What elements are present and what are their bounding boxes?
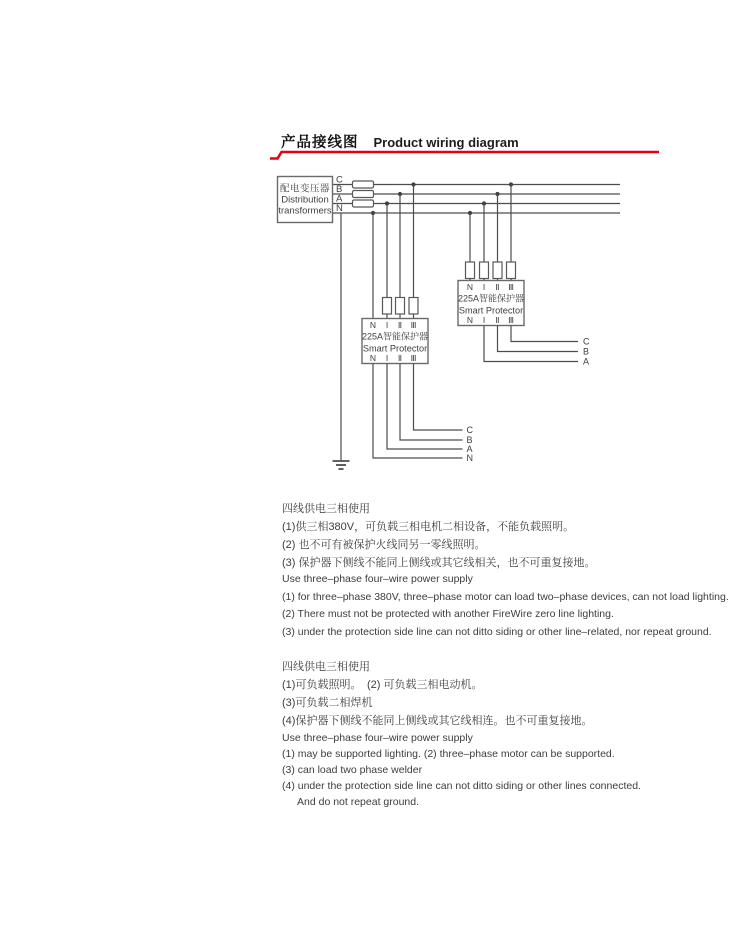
pr-term-top-1: I <box>482 282 486 292</box>
pr-term-top-2: Ⅱ <box>495 282 500 292</box>
note-line: And do not repeat ground. <box>297 796 420 808</box>
pr-out-a: A <box>583 356 590 367</box>
note-en-1 <box>282 571 729 641</box>
page-title-en: Product wiring diagram <box>373 135 519 150</box>
junction-dots <box>371 182 513 215</box>
pl-term-top-3: Ⅲ <box>410 320 417 330</box>
pr-label-en: Smart Protector <box>458 305 524 316</box>
note-line: (4) under the protection side line can not ditto siding or other lines connected. <box>282 780 641 792</box>
protector-right-feeders <box>466 185 516 281</box>
note-line: (3)可负载二相焊机 <box>282 697 373 709</box>
note-heading: 四线供电三相使用 <box>282 661 370 673</box>
bus-label-c: C <box>336 174 343 186</box>
pl-term-bot-n: N <box>369 353 377 363</box>
pl-term-bot-1: I <box>385 353 389 363</box>
pr-term-top-3: Ⅲ <box>508 282 514 292</box>
bus-fuses <box>353 181 374 207</box>
pl-term-bot-2: Ⅱ <box>397 353 403 363</box>
note-line: (3) 保护器下侧线不能同上侧线或其它线相关，也不可重复接地。 <box>282 557 596 569</box>
note-line: (3) can load two phase welder <box>282 764 423 776</box>
bus-wires <box>333 185 621 214</box>
pr-term-bot-2: Ⅱ <box>495 315 500 325</box>
bus-label-n: N <box>336 203 343 214</box>
pl-label-en: Smart Protector <box>362 343 428 354</box>
protector-left-outputs <box>373 364 474 464</box>
pr-out-c: C <box>583 336 590 347</box>
note-line: (2) 也不可有被保护火线同另一零线照明。 <box>282 539 486 551</box>
pl-out-n: N <box>466 453 473 463</box>
protector-left-feeders <box>373 185 418 319</box>
note-heading: Use three–phase four–wire power supply <box>282 573 473 585</box>
bus-label-a: A <box>336 193 343 205</box>
pl-term-top-2: Ⅱ <box>397 320 403 330</box>
note-line: (4)保护器下侧线不能同上侧线或其它线相连。也不可重复接地。 <box>282 715 593 727</box>
bus-label-b: B <box>336 184 343 195</box>
transformer-box <box>278 177 333 223</box>
pl-label-zh: 225A智能保护器 <box>361 331 429 342</box>
ground-symbol <box>333 213 350 469</box>
pl-out-c: C <box>466 425 473 435</box>
pr-term-bot-3: Ⅲ <box>508 315 514 325</box>
page-title-zh: 产品接线图 <box>281 135 359 151</box>
protector-right-outputs <box>484 326 590 367</box>
pl-term-top-1: I <box>385 320 389 330</box>
pl-term-bot-3: Ⅲ <box>410 353 417 363</box>
transformer-label-zh: 配电变压器 <box>279 183 331 195</box>
note-line: (3) under the protection side line can not ditto siding or other line–related, nor repeat ground. <box>282 625 712 638</box>
pr-out-b: B <box>583 346 590 357</box>
note-en-2 <box>282 730 641 810</box>
note-line: (2) There must not be protected with another FireWire zero line lighting. <box>282 608 614 620</box>
transformer-label-en2: transformers <box>278 205 332 217</box>
note-line: (1) for three–phase 380V, three–phase motor can load two–phase devices, can not load lighting. <box>282 590 729 603</box>
note-line: (1)供三相380V，可负载三相电机二相设备，不能负载照明。 <box>282 521 575 533</box>
pl-term-top-n: N <box>369 320 377 330</box>
protector-right <box>458 281 524 326</box>
pr-label-zh: 225A智能保护器 <box>457 293 525 304</box>
transformer-label-en1: Distribution <box>281 194 329 206</box>
pr-term-bot-n: N <box>466 315 474 325</box>
note-heading: 四线供电三相使用 <box>282 503 370 515</box>
note-heading: Use three–phase four–wire power supply <box>282 732 473 744</box>
title-rule <box>270 152 659 159</box>
note-line: (1) may be supported lighting. (2) three–phase motor can be supported. <box>282 748 615 760</box>
protector-left <box>362 319 428 364</box>
note-zh-1 <box>282 500 596 572</box>
note-zh-2 <box>282 658 592 730</box>
pl-out-b: B <box>466 435 473 445</box>
note-line: (1)可负载照明。 (2) 可负载三相电动机。 <box>282 679 483 691</box>
pl-out-a: A <box>466 444 473 454</box>
pr-term-bot-1: I <box>482 315 486 325</box>
pr-term-top-n: N <box>466 282 474 292</box>
